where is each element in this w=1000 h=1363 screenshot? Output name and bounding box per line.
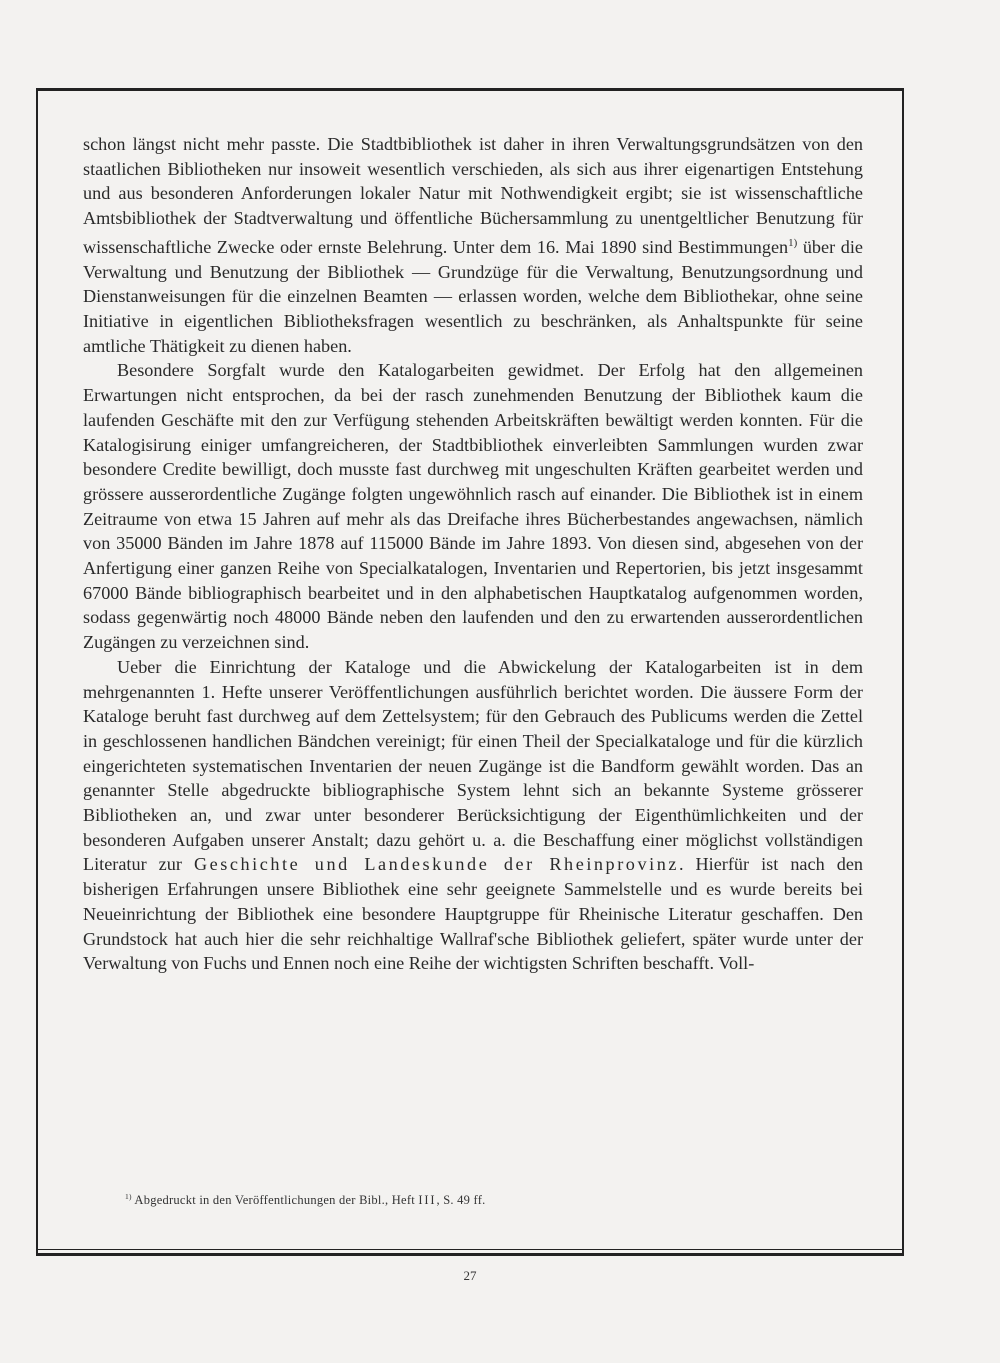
paragraph-1-text-a: schon längst nicht mehr passte. Die Stadtbibliothek ist daher in ihren Verwaltungsgrundsätzen von den staatlichen Bibliotheken nur insoweit wesentlich verschieden, als sich aus ihrer eigenartigen Entstehung und aus besonderen Anforderungen lokaler Natur mit Nothwendigkeit ergibt; sie ist wissenschaftliche Amtsbibliothek der Stadtverwaltung und öffentliche Büchersammlung zu unentgeltlicher Benutzung für wissenschaftliche Zwecke oder ernste Belehrung. Unter dem 16. Mai 1890 sind Bestimmungen xyxy=(83,134,863,257)
paragraph-3-text-b: . Hierfür ist nach den bisherigen Erfahrungen unsere Bibliothek eine sehr geeignete Sammelstelle und es wurde bereits bei Neueinrichtung der Bibliothek eine besondere Hauptgruppe für Rheinische Literatur geschaffen. Den Grundstock hat auch hier die sehr reichhaltige Wallraf'sche Bibliothek geliefert, später wurde unter der Verwaltung von Fuchs und Ennen noch eine Reihe der wichtigsten Schriften beschafft. Voll- xyxy=(83,854,863,974)
paragraph-2: Besondere Sorgfalt wurde den Katalogarbeiten gewidmet. Der Erfolg hat den allgemeinen Erwartungen nicht entsprochen, da bei der rasch zunehmenden Benutzung der Bibliothek kaum die laufenden Geschäfte mit den zur Verfügung stehenden Arbeitskräften bewältigt werden konnten. Für die Katalogisirung einiger umfangreicheren, der Stadtbibliothek einverleibten Sammlungen wurden zwar besondere Credite bewilligt, doch musste fast durchweg mit ungeschulten Kräften gearbeitet werden und grössere ausserordentliche Zugänge folgten ungewöhnlich rasch auf einander. Die Bibliothek ist in einem Zeitraume von etwa 15 Jahren auf mehr als das Dreifache ihres Bücherbestandes angewachsen, nämlich von 35000 Bänden im Jahre 1878 auf 115000 Bände im Jahre 1893. Von diesen sind, abgesehen von der Anfertigung einer ganzen Reihe von Specialkatalogen, Inventarien und Repertorien, bis jetzt insgesammt 67000 Bände bibliographisch bearbeitet und in den alphabetischen Hauptkatalog aufgenommen worden, sodass gegenwärtig noch 48000 Bände neben den laufenden und den zu erwartenden ausserordentlichen Zugängen zu verzeichnen sind. xyxy=(83,360,863,653)
footnote-page: , S. 49 ff. xyxy=(436,1193,486,1208)
paragraph-3 xyxy=(83,655,863,976)
page-number: 27 xyxy=(463,1268,477,1283)
body-text xyxy=(83,132,863,976)
paragraph-1 xyxy=(83,132,863,358)
footnote xyxy=(125,1192,486,1208)
footnote-text: Abgedruckt in den Veröffentlichungen der Bibl., Heft xyxy=(131,1193,419,1208)
paragraph-3-text-a: Ueber die Einrichtung der Kataloge und die Abwickelung der Katalogarbeiten ist in dem mehrgenannten 1. Hefte unserer Veröffentlichungen ausführlich berichtet worden. Die äussere Form der Kataloge beruht fast durchweg auf dem Zettelsystem; für den Gebrauch des Publicums werden die Zettel in geschlossenen handlichen Bändchen vereinigt; für einen Theil der Specialkataloge und für die kürzlich eingerichteten systematischen Inventarien der neuen Zugänge ist die Bandform gewählt worden. Das an genannter Stelle abgedruckte bibliographische System lehnt sich an bekannte Systeme grösserer Bibliotheken an, und zwar unter besonderer Berücksichtigung der Eigenthümlichkeiten und der besonderen Aufgaben unserer Anstalt; dazu gehört u. a. die Beschaffung einer möglichst vollständigen Literatur zur xyxy=(83,656,863,875)
footnote-marker: 1) xyxy=(125,1192,132,1201)
spaced-emphasis-rheinprovinz: Geschichte und Landeskunde der Rheinprovinz xyxy=(193,854,679,875)
footnote-reference: 1) xyxy=(788,236,798,249)
paragraph-1-text-b: über die Verwaltung und Benutzung der Bibliothek — Grundzüge für die Verwaltung, Benutzungsordnung und Dienstanweisungen für die einzelnen Beamten — erlassen worden, welche dem Bibliothekar, ohne seine Initiative in eigentlichen Bibliotheksfragen wesentlich zu beschränken, als Anhaltspunkte für seine amtliche Thätigkeit zu dienen haben. xyxy=(83,236,863,356)
footnote-volume: III xyxy=(418,1193,437,1208)
